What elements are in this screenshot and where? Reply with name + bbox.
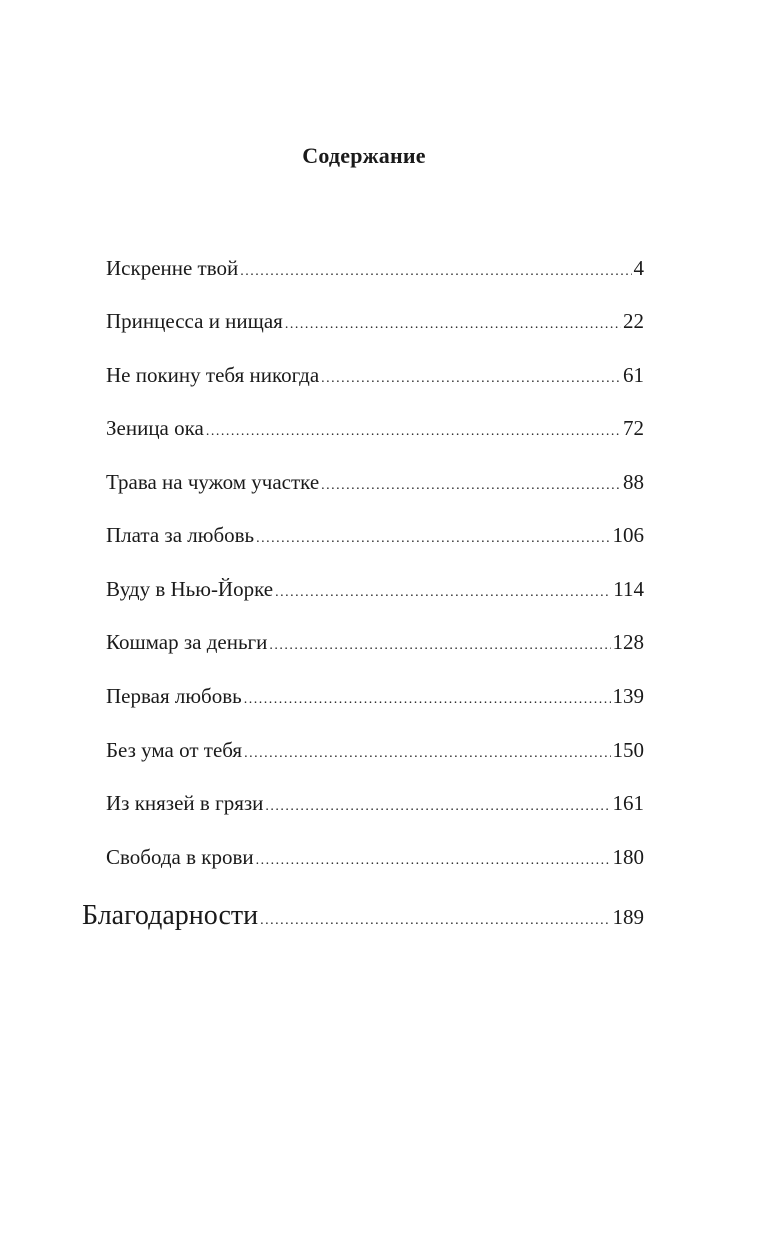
toc-entry-page: 106 <box>612 523 644 547</box>
toc-entry-page: 88 <box>623 470 644 494</box>
dot-leader <box>285 311 621 339</box>
toc-entry-page: 139 <box>612 684 644 708</box>
toc-entry-title: Не покину тебя никогда <box>106 363 320 387</box>
toc-entry-title: Кошмар за деньги <box>106 630 268 654</box>
page-title: Содержание <box>302 143 426 168</box>
toc-entry-page: 180 <box>612 845 644 869</box>
toc-entry <box>106 414 644 446</box>
toc-entry-title: Трава на чужом участке <box>106 470 320 494</box>
toc-entry-page: 161 <box>612 791 644 815</box>
toc-entry-page: 22 <box>623 309 644 333</box>
toc-entry <box>106 628 644 660</box>
toc-entry <box>106 736 644 768</box>
toc-entry-title: Свобода в крови <box>106 845 254 869</box>
dot-leader <box>269 632 610 660</box>
dot-leader <box>321 365 621 393</box>
toc-entry-title: Плата за любовь <box>106 523 255 547</box>
toc-entry <box>106 468 644 500</box>
toc-entry-title: Первая любовь <box>106 684 242 708</box>
toc-entry-title: Принцесса и нищая <box>106 309 283 333</box>
toc-entry <box>106 843 644 875</box>
toc-entry-title: Из князей в грязи <box>106 791 264 815</box>
toc-entry <box>106 307 644 339</box>
dot-leader <box>260 904 610 938</box>
dot-leader <box>265 793 610 821</box>
dot-leader <box>206 418 621 446</box>
toc-entry-page: 61 <box>623 363 644 387</box>
toc-entry <box>106 789 644 821</box>
toc-entry-page: 189 <box>612 905 644 929</box>
toc-entry <box>106 254 644 286</box>
toc-entry-acknowledgements <box>82 899 644 938</box>
toc-entry-page: 72 <box>623 416 644 440</box>
dot-leader <box>275 579 611 607</box>
dot-leader <box>256 847 611 875</box>
toc-entry-title: Без ума от тебя <box>106 738 243 762</box>
dot-leader <box>244 686 611 714</box>
toc-entry-page: 114 <box>613 577 644 601</box>
dot-leader <box>321 472 621 500</box>
dot-leader <box>244 740 610 768</box>
toc-entry <box>106 575 644 607</box>
toc-entry-title: Вуду в Нью-Йорке <box>106 577 274 601</box>
dot-leader <box>256 525 610 553</box>
toc-entry-page: 4 <box>633 256 644 280</box>
toc-entry-page: 128 <box>612 630 644 654</box>
toc-entry <box>106 521 644 553</box>
toc-entry-title: Зеница ока <box>106 416 204 440</box>
toc-entry <box>106 682 644 714</box>
toc-entry <box>106 361 644 393</box>
toc-entry-title: Благодарности <box>82 900 259 931</box>
dot-leader <box>240 258 631 286</box>
toc-entry-title: Искренне твой <box>106 256 239 280</box>
toc-entry-page: 150 <box>612 738 644 762</box>
